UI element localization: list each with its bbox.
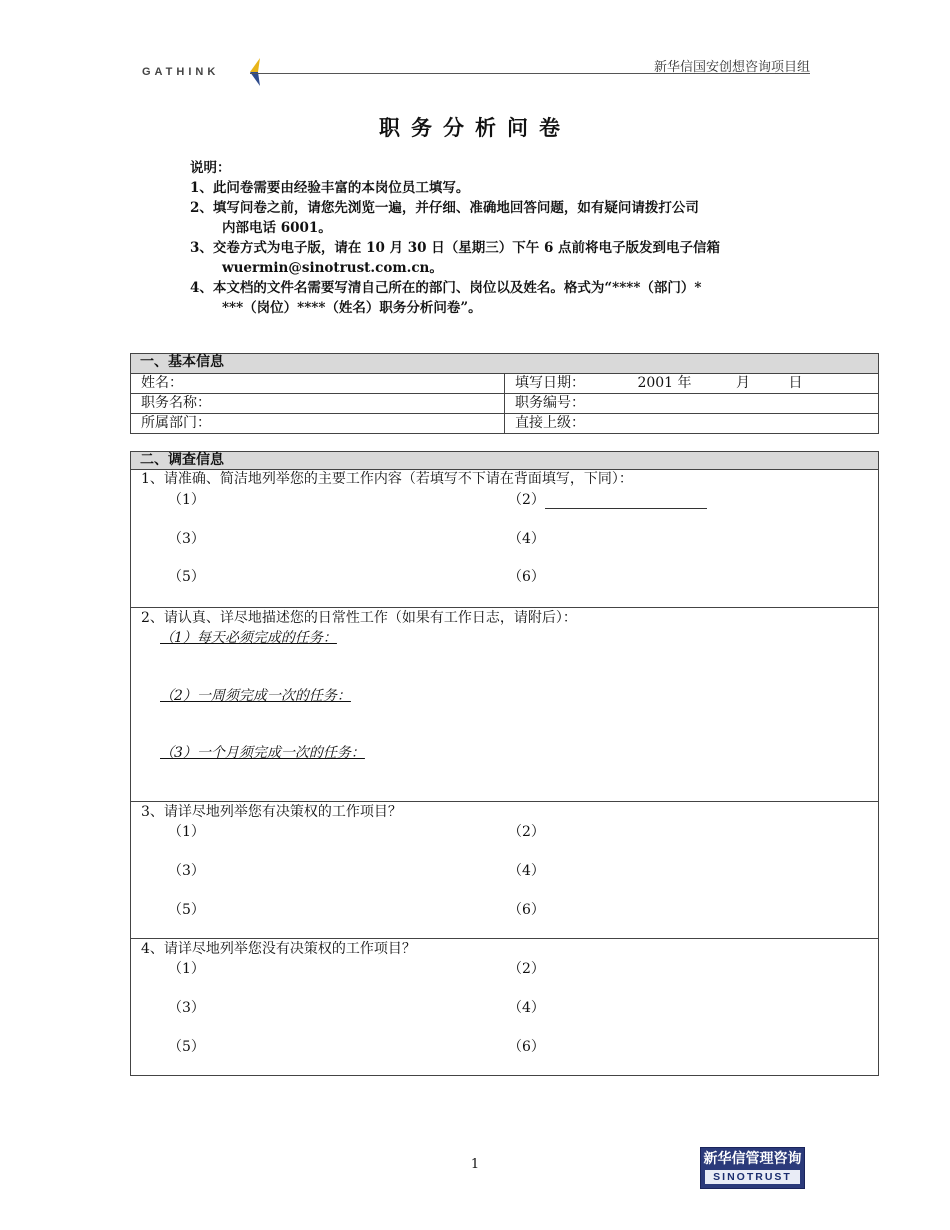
footer-logo-cn: 新华信管理咨询	[703, 1151, 802, 1167]
supervisor-label: 直接上级：	[515, 415, 585, 431]
footer-logo-en: SINOTRUST	[705, 1170, 800, 1184]
gathink-logo	[140, 64, 270, 90]
q3-item: （3）	[168, 863, 205, 879]
instructions-heading: 说明：	[190, 160, 231, 176]
q3-item: （5）	[168, 902, 205, 918]
date-day: 日	[788, 375, 803, 391]
page-header	[140, 52, 810, 88]
basic-info-table	[130, 353, 879, 434]
instruction-item: 2、填写问卷之前，请您先浏览一遍，并仔细、准确地回答问题，如有疑问请拨打公司	[190, 200, 699, 216]
q2-monthly-task: （3）一个月须完成一次的任务：	[160, 745, 365, 761]
question-1[interactable]	[131, 470, 879, 608]
name-label: 姓名：	[141, 375, 183, 391]
q1-item: （2）	[508, 491, 707, 509]
q1-item: （5）	[168, 569, 205, 585]
q2-daily-task: （1）每天必须完成的任务：	[160, 630, 337, 646]
page-title: 职务分析问卷	[379, 115, 571, 140]
instruction-item: 内部电话 6001。	[222, 220, 332, 236]
q1-item: （1）	[168, 492, 205, 508]
date-field[interactable]	[505, 374, 879, 394]
position-field[interactable]	[131, 394, 505, 414]
instruction-item: 4、本文档的文件名需要写清自己所在的部门、岗位以及姓名。格式为“****（部门）*	[190, 280, 702, 296]
question-2[interactable]	[131, 608, 879, 802]
survey-table	[130, 451, 879, 1076]
department-field[interactable]	[131, 414, 505, 434]
q1-item: （4）	[508, 531, 545, 547]
answer-blank-line	[545, 494, 707, 509]
department-label: 所属部门：	[141, 415, 211, 431]
question-1-text: 1、请准确、简洁地列举您的主要工作内容（若填写不下请在背面填写，下同）：	[141, 471, 633, 487]
sinotrust-logo	[700, 1147, 805, 1189]
question-3-text: 3、请详尽地列举您有决策权的工作项目？	[141, 804, 402, 820]
question-4-text: 4、请详尽地列举您没有决策权的工作项目？	[141, 941, 416, 957]
instruction-item: wuermin@sinotrust.com.cn。	[222, 260, 443, 276]
q4-item: （3）	[168, 1000, 205, 1016]
q4-item: （4）	[508, 1000, 545, 1016]
survey-heading: 二、调查信息	[131, 452, 879, 470]
logo-text: GATHINK	[142, 66, 220, 78]
supervisor-field[interactable]	[505, 414, 879, 434]
q2-weekly-task: （2）一周须完成一次的任务：	[160, 688, 351, 704]
date-month: 月	[736, 375, 750, 391]
basic-info-heading: 一、基本信息	[131, 354, 879, 374]
question-2-text: 2、请认真、详尽地描述您的日常性工作（如果有工作日志，请附后）：	[141, 610, 577, 626]
q1-item: （3）	[168, 531, 205, 547]
position-no-field[interactable]	[505, 394, 879, 414]
instruction-item: 1、此问卷需要由经验丰富的本岗位员工填写。	[190, 180, 470, 196]
q4-item: （2）	[508, 961, 545, 977]
instruction-item: 3、交卷方式为电子版，请在 10 月 30 日（星期三）下午 6 点前将电子版发到电子信箱	[190, 240, 721, 256]
q4-item: （5）	[168, 1039, 205, 1055]
page-number: 1	[470, 1157, 480, 1172]
q1-item: （6）	[508, 569, 545, 585]
q3-item: （1）	[168, 824, 205, 840]
header-company: 新华信国安创想咨询项目组	[653, 60, 810, 75]
name-field[interactable]	[131, 374, 505, 394]
instruction-item: ***（岗位）****（姓名）职务分析问卷”。	[222, 300, 482, 316]
q3-item: （6）	[508, 902, 545, 918]
date-label: 填写日期：	[515, 375, 585, 391]
position-label: 职务名称：	[141, 395, 211, 411]
instructions	[190, 158, 820, 318]
position-no-label: 职务编号：	[515, 395, 585, 411]
q3-item: （2）	[508, 824, 545, 840]
date-year: 2001 年	[637, 375, 692, 391]
q3-item: （4）	[508, 863, 545, 879]
q4-item: （6）	[508, 1039, 545, 1055]
q4-item: （1）	[168, 961, 205, 977]
question-4[interactable]	[131, 939, 879, 1076]
question-3[interactable]	[131, 802, 879, 939]
